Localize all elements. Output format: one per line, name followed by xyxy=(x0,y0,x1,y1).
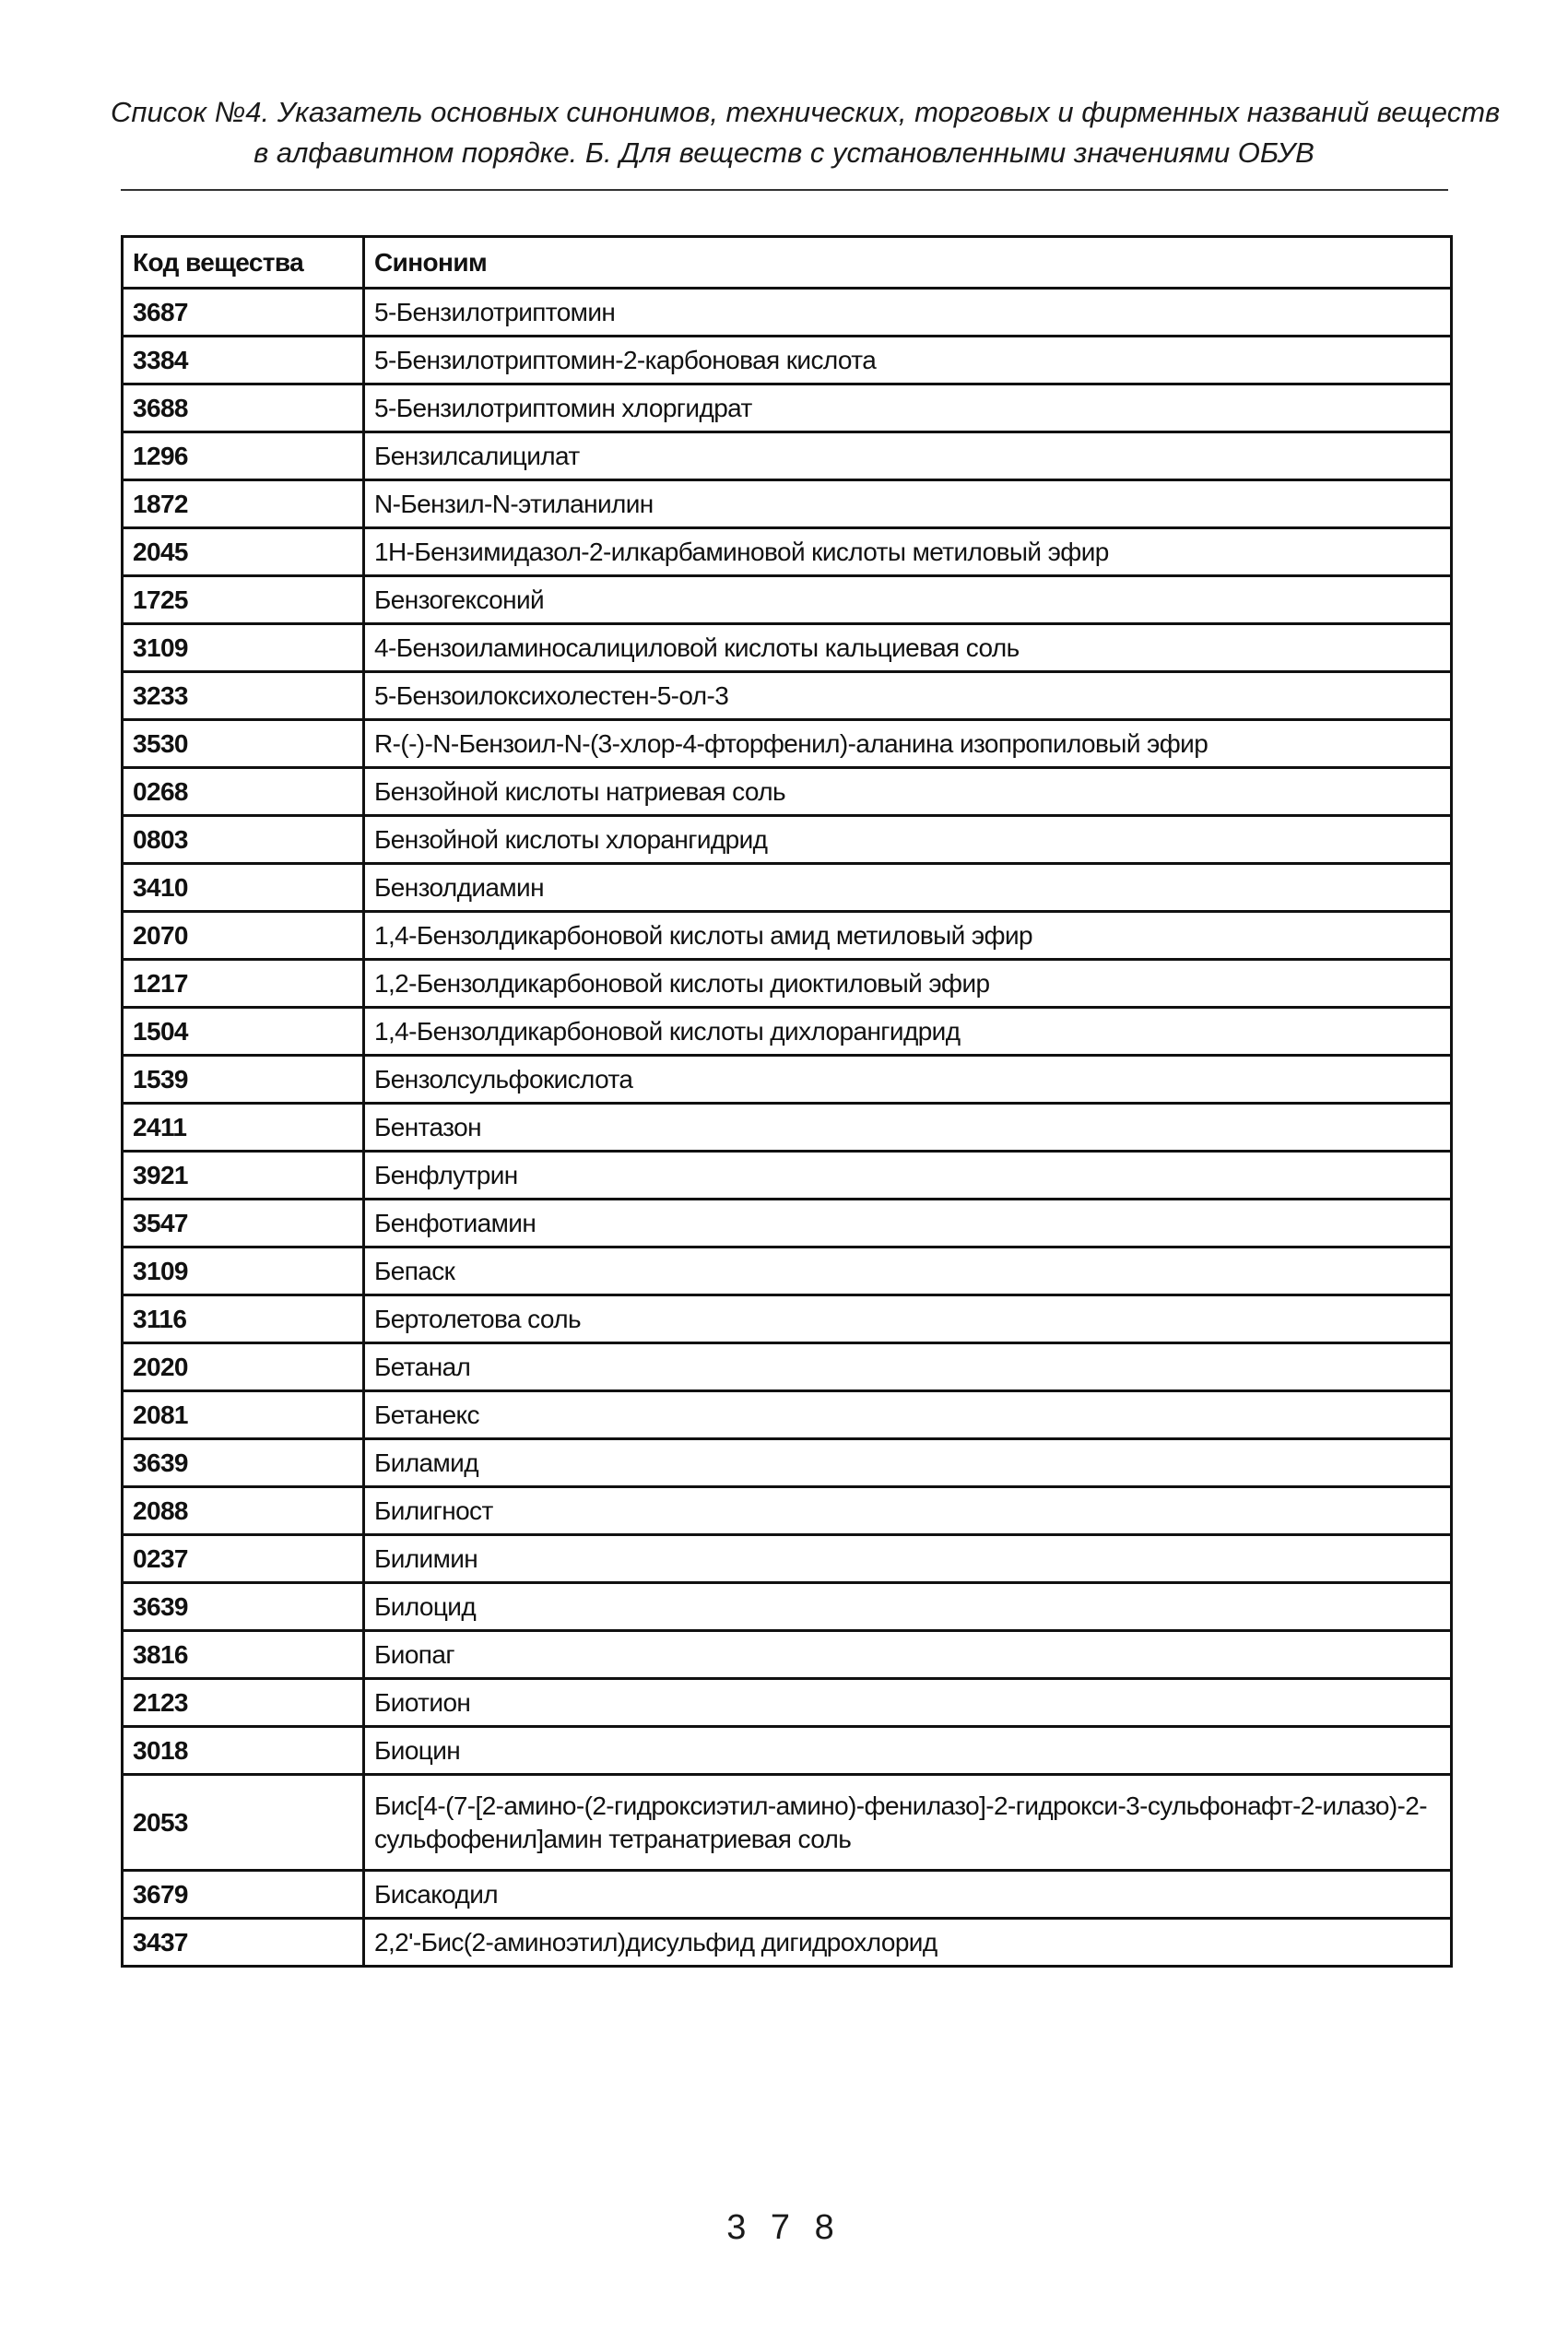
table-row xyxy=(123,289,1452,337)
table-row xyxy=(123,1535,1452,1583)
substance-code-cell: 3437 xyxy=(123,1919,364,1967)
table-row xyxy=(123,672,1452,720)
substance-code-cell: 3547 xyxy=(123,1200,364,1247)
synonym-cell: Бенфотиамин xyxy=(364,1200,1452,1247)
synonym-cell: 1,2-Бензолдикарбоновой кислоты диоктиловый эфир xyxy=(364,960,1452,1008)
synonym-cell: 1,4-Бензолдикарбоновой кислоты дихлорангидрид xyxy=(364,1008,1452,1056)
header-line-2: в алфавитном порядке. Б. Для веществ с установленными значениями ОБУВ xyxy=(253,136,1315,169)
table-body xyxy=(123,289,1452,1967)
synonym-cell: 5-Бензилотриптомин-2-карбоновая кислота xyxy=(364,337,1452,384)
synonym-cell: Бензолдиамин xyxy=(364,864,1452,912)
synonym-cell: Бензолсульфокислота xyxy=(364,1056,1452,1104)
table-row xyxy=(123,1727,1452,1775)
synonym-cell: 1Н-Бензимидазол-2-илкарбаминовой кислоты метиловый эфир xyxy=(364,528,1452,576)
substance-code-cell: 0268 xyxy=(123,768,364,816)
synonym-cell: 5-Бензилотриптомин хлоргидрат xyxy=(364,384,1452,432)
table-row xyxy=(123,1056,1452,1104)
page-header xyxy=(111,92,1501,173)
substance-code-cell: 3816 xyxy=(123,1631,364,1679)
substance-code-cell: 2053 xyxy=(123,1775,364,1871)
substance-code-cell: 2088 xyxy=(123,1487,364,1535)
table-row xyxy=(123,1343,1452,1391)
table-row xyxy=(123,960,1452,1008)
table-row xyxy=(123,384,1452,432)
table-row xyxy=(123,864,1452,912)
substance-code-cell: 1725 xyxy=(123,576,364,624)
column-header-code: Код вещества xyxy=(123,237,364,289)
table-row xyxy=(123,720,1452,768)
substance-code-cell: 2123 xyxy=(123,1679,364,1727)
table-row xyxy=(123,576,1452,624)
table-row xyxy=(123,816,1452,864)
synonym-cell: Бепаск xyxy=(364,1247,1452,1295)
synonym-cell: Бетанекс xyxy=(364,1391,1452,1439)
synonyms-table xyxy=(121,235,1453,1968)
table-row xyxy=(123,480,1452,528)
substance-code-cell: 3109 xyxy=(123,624,364,672)
synonym-cell: 5-Бензоилоксихолестен-5-ол-3 xyxy=(364,672,1452,720)
synonym-cell: Биламид xyxy=(364,1439,1452,1487)
header-divider xyxy=(121,189,1448,191)
substance-code-cell: 3921 xyxy=(123,1152,364,1200)
substance-code-cell: 3679 xyxy=(123,1871,364,1919)
synonym-cell: Биотион xyxy=(364,1679,1452,1727)
table-row xyxy=(123,1775,1452,1871)
table-row xyxy=(123,1008,1452,1056)
table-row xyxy=(123,624,1452,672)
header-line-1: Список №4. Указатель основных синонимов, технических, торговых и фирменных названий веществ xyxy=(111,96,1501,128)
table-row xyxy=(123,1295,1452,1343)
table-row xyxy=(123,1247,1452,1295)
table-row xyxy=(123,1391,1452,1439)
table-row xyxy=(123,912,1452,960)
substance-code-cell: 1504 xyxy=(123,1008,364,1056)
substance-code-cell: 2411 xyxy=(123,1104,364,1152)
substance-code-cell: 3688 xyxy=(123,384,364,432)
substance-code-cell: 0237 xyxy=(123,1535,364,1583)
substance-code-cell: 1217 xyxy=(123,960,364,1008)
synonym-cell: Билоцид xyxy=(364,1583,1452,1631)
substance-code-cell: 3109 xyxy=(123,1247,364,1295)
synonym-cell: R-(-)-N-Бензоил-N-(3-хлор-4-фторфенил)-аланина изопропиловый эфир xyxy=(364,720,1452,768)
synonym-cell: Бетанал xyxy=(364,1343,1452,1391)
synonym-cell: Бензойной кислоты хлорангидрид xyxy=(364,816,1452,864)
substance-code-cell: 3018 xyxy=(123,1727,364,1775)
substance-code-cell: 2070 xyxy=(123,912,364,960)
substance-code-cell: 2081 xyxy=(123,1391,364,1439)
table-row xyxy=(123,1439,1452,1487)
synonym-cell: 4-Бензоиламиносалициловой кислоты кальциевая соль xyxy=(364,624,1452,672)
substance-code-cell: 3384 xyxy=(123,337,364,384)
substance-code-cell: 1872 xyxy=(123,480,364,528)
table-row xyxy=(123,1679,1452,1727)
synonym-cell: Бенфлутрин xyxy=(364,1152,1452,1200)
substance-code-cell: 3687 xyxy=(123,289,364,337)
synonym-cell: Бензилсалицилат xyxy=(364,432,1452,480)
synonym-cell: Бензойной кислоты натриевая соль xyxy=(364,768,1452,816)
table-row xyxy=(123,1631,1452,1679)
synonym-cell: N-Бензил-N-этиланилин xyxy=(364,480,1452,528)
synonym-cell: 1,4-Бензолдикарбоновой кислоты амид метиловый эфир xyxy=(364,912,1452,960)
substance-code-cell: 2045 xyxy=(123,528,364,576)
synonym-cell: Бисакодил xyxy=(364,1871,1452,1919)
table-row xyxy=(123,432,1452,480)
synonym-cell: Бентазон xyxy=(364,1104,1452,1152)
table-row xyxy=(123,1919,1452,1967)
table-row xyxy=(123,1583,1452,1631)
table-row xyxy=(123,528,1452,576)
substance-code-cell: 1296 xyxy=(123,432,364,480)
synonym-cell: Билимин xyxy=(364,1535,1452,1583)
table-row xyxy=(123,1104,1452,1152)
table-row xyxy=(123,1487,1452,1535)
table-header-row xyxy=(123,237,1452,289)
substance-code-cell: 1539 xyxy=(123,1056,364,1104)
synonym-cell: Биоцин xyxy=(364,1727,1452,1775)
synonym-cell: Бис[4-(7-[2-амино-(2-гидроксиэтил-амино)-фенилазо]-2-гидрокси-3-сульфонафт-2-илазо)-2-сульфофенил]амин тетранатриевая соль xyxy=(364,1775,1452,1871)
substance-code-cell: 3116 xyxy=(123,1295,364,1343)
substance-code-cell: 2020 xyxy=(123,1343,364,1391)
substance-code-cell: 0803 xyxy=(123,816,364,864)
synonym-cell: Бертолетова соль xyxy=(364,1295,1452,1343)
synonym-cell: 2,2'-Бис(2-аминоэтил)дисульфид дигидрохлорид xyxy=(364,1919,1452,1967)
table-row xyxy=(123,1200,1452,1247)
table-row xyxy=(123,1152,1452,1200)
table-row xyxy=(123,1871,1452,1919)
synonym-cell: Биопаг xyxy=(364,1631,1452,1679)
substance-code-cell: 3639 xyxy=(123,1583,364,1631)
substance-code-cell: 3233 xyxy=(123,672,364,720)
substance-code-cell: 3410 xyxy=(123,864,364,912)
synonym-cell: Билигност xyxy=(364,1487,1452,1535)
column-header-synonym: Синоним xyxy=(364,237,1452,289)
substance-code-cell: 3530 xyxy=(123,720,364,768)
page-number: 3 7 8 xyxy=(726,2208,842,2247)
substance-code-cell: 3639 xyxy=(123,1439,364,1487)
synonym-cell: 5-Бензилотриптомин xyxy=(364,289,1452,337)
synonym-cell: Бензогексоний xyxy=(364,576,1452,624)
table-row xyxy=(123,337,1452,384)
table-row xyxy=(123,768,1452,816)
